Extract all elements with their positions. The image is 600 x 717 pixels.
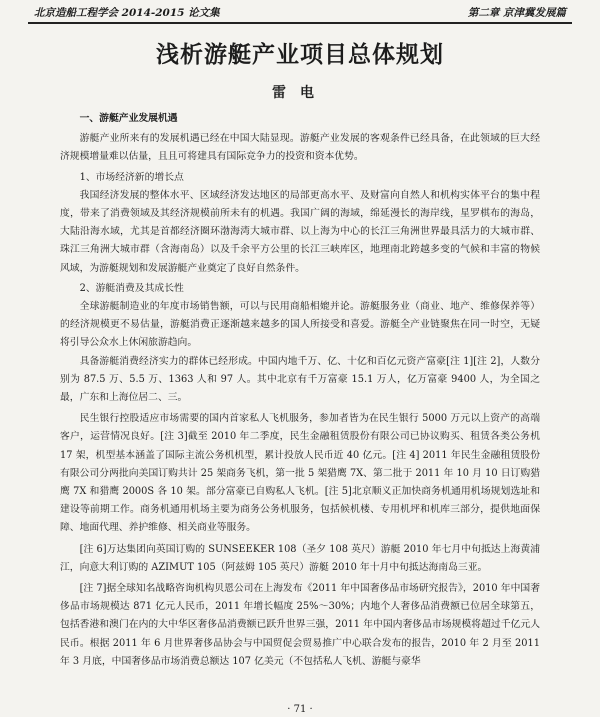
paragraph: 全球游艇制造业的年度市场销售额，可以与民用商船相媲并论。游艇服务业（商业、地产、维修保养等）的经济规模更不易估量，游艇消费正逐渐越来越多的国人所接受和喜爱。游艇全产业链聚焦在同一时空，无疑将引导公众水上休闲旅游趋向。	[60, 301, 540, 349]
header-collection-title: 北京造船工程学会 2014-2015 论文集	[34, 7, 220, 19]
running-header	[28, 4, 572, 24]
paragraph: [注 6]万达集团向英国订购的 SUNSEEKER 108（圣夕 108 英尺）游艇 2010 年七月中旬抵达上海黄浦江，向意大利订购的 AZIMUT 105（阿兹姆 105 英尺）游艇 2010 年十月中旬抵达海南岛三亚。	[60, 543, 540, 573]
article-author: 雷电	[272, 85, 328, 101]
paragraph: 游艇产业所来有的发展机遇已经在中国大陆显现。游艇产业发展的客观条件已经具备，在此领域的巨大经济规模增量难以估量，且且可将建具有国际竞争力的投资和资本优势。	[60, 133, 540, 163]
header-chapter-title: 第二章 京津冀发展篇	[467, 7, 566, 19]
subsection-heading: 2、游艇消费及其成长性	[79, 282, 184, 294]
paragraph: 民生银行控股适应市场需要的国内首家私人飞机服务，参加者皆为在民生银行 5000 万元以上资产的高端客户，运营情况良好。[注 3]截至 2010 年二季度，民生金融租赁股份有限公司已协议购买、租赁各类公务机 17 架，机型基本涵盖了国际主流公务机机型，累计投放人民币近 40 亿元。[注 4] 2011 年民生金融租赁股份有限公司分两批向美国订购共计 25 架商务飞机，第一批 5 架猎鹰 7X、第二批于 2011 年 10 月 10 日订购猎鹰 7X 和猎鹰 2000S 各 10 架。部分富豪已自购私人飞机。[注 5]北京顺义正加快商务机通用机场规划选址和建设等前期工作。商务机通用机场主要为商务公务机服务，包括候机楼、专用机坪和机库三部分，提供地面保障、地面代理、养护维修、相关商业等服务。	[60, 413, 540, 534]
paragraph: 具备游艇消费经济实力的群体已经形成。中国内地千万、亿、十亿和百亿元资产富豪[注 1][注 2]，人数分别为 87.5 万、5.5 万、1363 人和 97 人。其中北京有千万富豪 15.1 万人，亿万富豪 9400 人，为全国之最，广东和上海位居二、三。	[60, 355, 540, 404]
page-number: · 71 ·	[287, 704, 313, 715]
paragraph: 我国经济发展的整体水平、区域经济发达地区的局部更高水平、及财富向自然人和机构实体平台的集中程度，带来了消费领域及其经济规模前所未有的机遇。我国广阔的海域，绵延漫长的海岸线，星罗棋布的海岛，大陆沿海水域，尤其是首都经济圈环渤海湾大城市群、以上海为中心的长江三角洲世界最具活力的大城市群、珠江三角洲大城市群（含海南岛）以及千余平方公里的长江三峡库区，地理南北跨越多变的气候和丰富的物候风域，为游艇规划和发展游艇产业奠定了良好自然条件。	[60, 189, 540, 274]
section-heading: 一、游艇产业发展机遇	[79, 113, 178, 124]
paragraph: [注 7]据全球知名战略咨询机构贝恩公司在上海发布《2011 年中国奢侈品市场研究报告》，2010 年中国奢侈品市场规模达 871 亿元人民币，2011 年增长幅度 25%～30%；内地个人奢侈品消费额已位居全球第五，包括香港和澳门在内的大中华区奢侈品消费额已跃升世界三强，2011 年中国内奢侈品市场规模将超过千亿元人民币。根据 2011 年 6 月世界奢侈品协会与中国贸促会贸易推广中心联合发布的报告，2010 年 2 月至 2011 年 3 月底，中国奢侈品市场消费总额达 107 亿美元（不包括私人飞机、游艇与豪华	[60, 583, 540, 667]
article-body	[60, 110, 540, 671]
subsection-heading: 1、市场经济新的增长点	[79, 171, 184, 183]
article-title: 浅析游艇产业项目总体规划	[156, 41, 444, 68]
